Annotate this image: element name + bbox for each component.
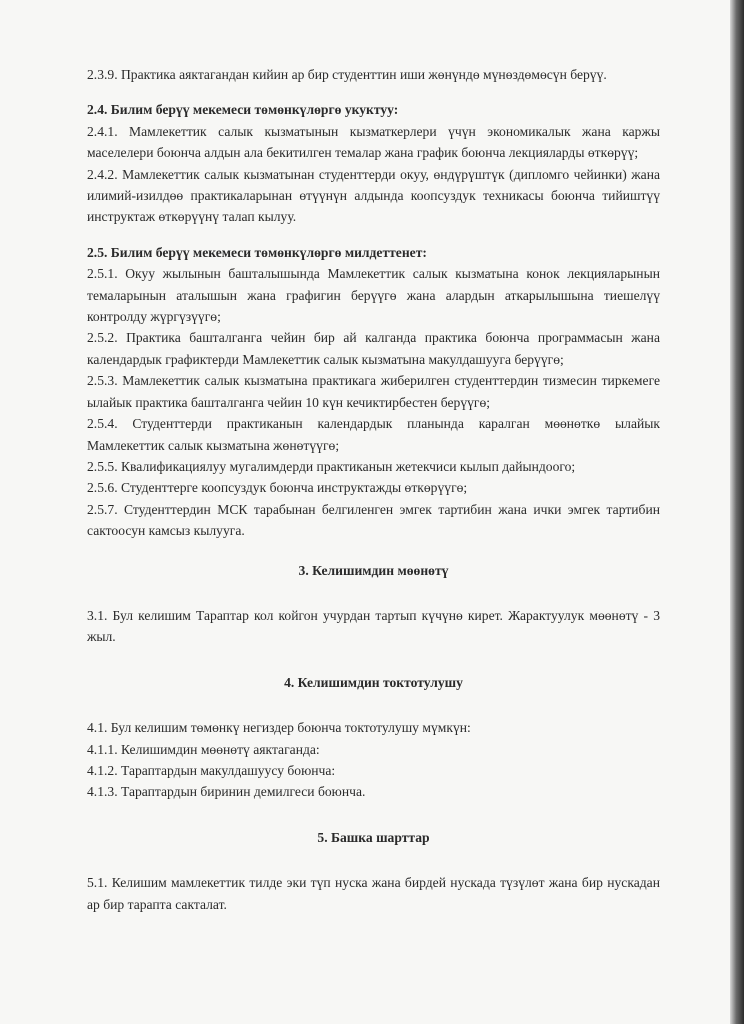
- section-2-5-heading: 2.5. Билим берүү мекемеси төмөнкүлөргө милдеттенет:: [87, 244, 427, 260]
- clause-3-1: 3.1. Бул келишим Тараптар кол койгон учурдан тартып күчүнө кирет. Жарактуулук мөөнөтү - 3 жыл.: [87, 607, 660, 645]
- section-4-heading: 4. Келишимдин токтотулушу: [284, 674, 463, 690]
- clause-2-5-2: 2.5.2. Практика башталганга чейин бир ай калганда практика боюнча программасын жана календардык графиктерди Мамлекеттик салык кызматына макулдашууга берүүгө;: [87, 330, 660, 367]
- clause-2-5-6: 2.5.6. Студенттерге коопсуздук боюнча инструктажды өткөрүүгө;: [87, 480, 468, 496]
- clause-4-1: 4.1. Бул келишим төмөнкү негиздер боюнча токтотулушу мүмкүн:: [87, 720, 471, 736]
- clause-4-1-3: 4.1.3. Тараптардын биринин демилгеси боюнча.: [87, 784, 366, 800]
- scan-shadow-edge: [730, 0, 744, 1024]
- clause-2-5-5: 2.5.5. Квалификациялуу мугалимдерди практиканын жетекчиси кылып дайындоого;: [87, 458, 576, 474]
- document-page: [87, 64, 660, 915]
- section-5-heading: 5. Башка шарттар: [317, 829, 430, 845]
- clause-5-1: 5.1. Келишим мамлекеттик тилде эки түп нуска жана бирдей нускада түзүлөт жана бир нускадан ар бир тарапта сакталат.: [87, 875, 660, 912]
- clause-2-5-7: 2.5.7. Студенттердин МСК тарабынан белгиленген эмгек тартибин жана ички эмгек тартибин сактоосун камсыз кылууга.: [87, 501, 660, 539]
- clause-2-4-1: 2.4.1. Мамлекеттик салык кызматынын кызматкерлери үчүн экономикалык жана каржы маселелери боюнча алдын ала бекитилген темалар жана график боюнча лекцияларды өткөрүү;: [87, 123, 660, 161]
- clause-2-5-1: 2.5.1. Окуу жылынын башталышында Мамлекеттик салык кызматына конок лекцияларынын темаларынын аталышын жана графигин берүүгө жана алардын аткарылышына тиешелүү контролду жүргүзүүгө;: [87, 266, 660, 325]
- clause-2-5-4: 2.5.4. Студенттерди практиканын календардык планында каралган мөөнөткө ылайык Мамлекеттик салык кызматына жөнөтүүгө;: [87, 416, 660, 453]
- clause-2-5-3: 2.5.3. Мамлекеттик салык кызматына практикага жиберилген студенттердин тизмесин тиркемеге ылайык практика башталганга чейин 10 күн кечиктирбестен берүүгө;: [87, 373, 660, 410]
- clause-2-3-9: 2.3.9. Практика аяктагандан кийин ар бир студенттин иши жөнүндө мүнөздөмөсүн берүү.: [87, 67, 607, 82]
- section-2-4-heading: 2.4. Билим берүү мекемеси төмөнкүлөргө укуктуу:: [87, 102, 399, 118]
- section-3-heading: 3. Келишимдин мөөнөтү: [298, 562, 449, 578]
- clause-2-4-2: 2.4.2. Мамлекеттик салык кызматынан студенттерди окуу, өндүрүштүк (дипломго чейинки) жана илимий-изилдөө практикаларынан өтүүнүн алдында коопсуздук техникасы боюнча тийиштүү инструктаж өткөрүүнү талап кылуу.: [87, 166, 660, 225]
- clause-4-1-2: 4.1.2. Тараптардын макулдашуусу боюнча:: [87, 762, 336, 778]
- clause-4-1-1: 4.1.1. Келишимдин мөөнөтү аяктаганда:: [87, 741, 320, 757]
